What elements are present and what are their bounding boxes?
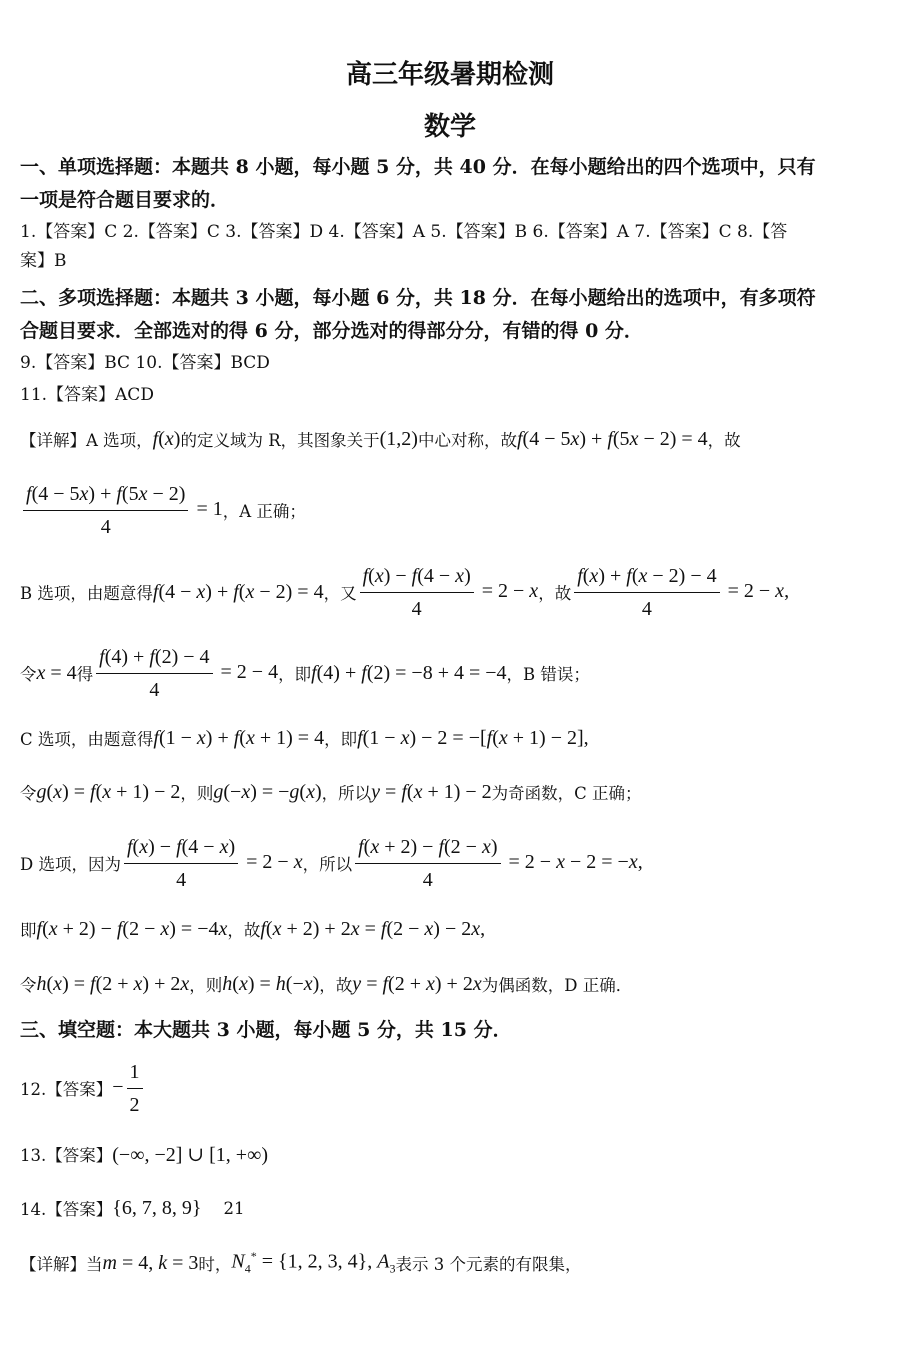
detail11-option-c-result: 令 g(x) = f(x + 1) − 2 ，则 g(−x) = −g(x) ，所以 y = f(x + 1) − 2 为奇函数，C 正确； bbox=[20, 780, 642, 803]
page-title: 高三年级暑期检测 bbox=[345, 60, 554, 90]
detail11-option-d: D 选项，因为 $\frac{f(x) - f(4 - x)}{4}$ = 2 − x ，所以 $\frac{f(x + 2) - f(2 - x)}{4}$ = 2 − x − 2 = −x, bbox=[20, 831, 882, 895]
section3-heading: 三、填空题：本大题共 3 小题，每小题 5 分，共 15 分． bbox=[20, 1019, 512, 1041]
section2-answers: 9.【答案】BC 10.【答案】BCD bbox=[20, 353, 270, 373]
detail14: 【详解】当 m = 4, k = 3 时， $N_4^* = \{1$, 2, 3, 4}, $A_3$ 表示 3 个元素的有限集， bbox=[20, 1249, 582, 1276]
detail11-option-c: C 选项，由题意得 f(1 − x) + f(x + 1) = 4 ，即 f(1 − x) − 2 = −[f(x + 1) − 2], bbox=[20, 726, 589, 749]
detail11-option-a-result: $\frac{f(4 - 5x) + f(5x - 2)}{4}$ = 1 ，A 正确； bbox=[20, 479, 882, 541]
section2-answer-11: 11.【答案】ACD bbox=[20, 385, 154, 405]
detail11-option-b: B 选项，由题意得 f(4 − x) + f(x − 2) = 4 ，又 $\frac{f(x) - f(4 - x)}{4}$ = 2 − x ，故 $\frac{f(x) + f(x - 2) - 4}{4}$ = 2 − x, bbox=[20, 560, 882, 624]
detail11-option-d-result: 令 h(x) = f(2 + x) + 2x ，则 h(x) = h(−x) ，故 y = f(2 + x) + 2x 为偶函数，D 正确． bbox=[20, 972, 633, 995]
answer-14: 14.【答案】 {6, 7, 8, 9} 21 bbox=[20, 1196, 245, 1219]
answer-12: 12.【答案】 − $\frac{1}{2}$ bbox=[20, 1058, 882, 1118]
detail11-option-a: 【详解】A 选项， f(x) 的定义域为 R，其图象关于 (1,2) 中心对称，故 f(4 − 5x) + f(5x − 2) = 4 ，故 bbox=[20, 427, 741, 450]
subject-title: 数学 bbox=[423, 112, 476, 142]
section2-heading: 二、多项选择题：本题共 3 小题，每小题 6 分，共 18 分．在每小题给出的选项中，有多项符 合题目要求．全部选对的得 6 分，部分选对的得部分分，有错的得 0 分． bbox=[20, 287, 816, 342]
answer-13: 13.【答案】 (−∞, −2] ∪ [1, +∞) bbox=[20, 1143, 269, 1166]
detail11-option-b-calc: 令 x = 4 得 $\frac{f(4) + f(2) - 4}{4}$ = 2 − 4 ，即 f(4) + f(2) = −8 + 4 = −4 ，B 错误； bbox=[20, 642, 882, 704]
section1-heading: 一、单项选择题：本题共 8 小题，每小题 5 分，共 40 分．在每小题给出的四个选项中，只有 一项是符合题目要求的． bbox=[20, 156, 816, 211]
section1-answers: 1.【答案】C 2.【答案】C 3.【答案】D 4.【答案】A 5.【答案】B 6.【答案】A 7.【答案】C 8.【答 案】B bbox=[20, 222, 788, 271]
detail11-option-d-step: 即 f(x + 2) − f(2 − x) = −4x ，故 f(x + 2) + 2x = f(2 − x) − 2x, bbox=[20, 917, 486, 940]
